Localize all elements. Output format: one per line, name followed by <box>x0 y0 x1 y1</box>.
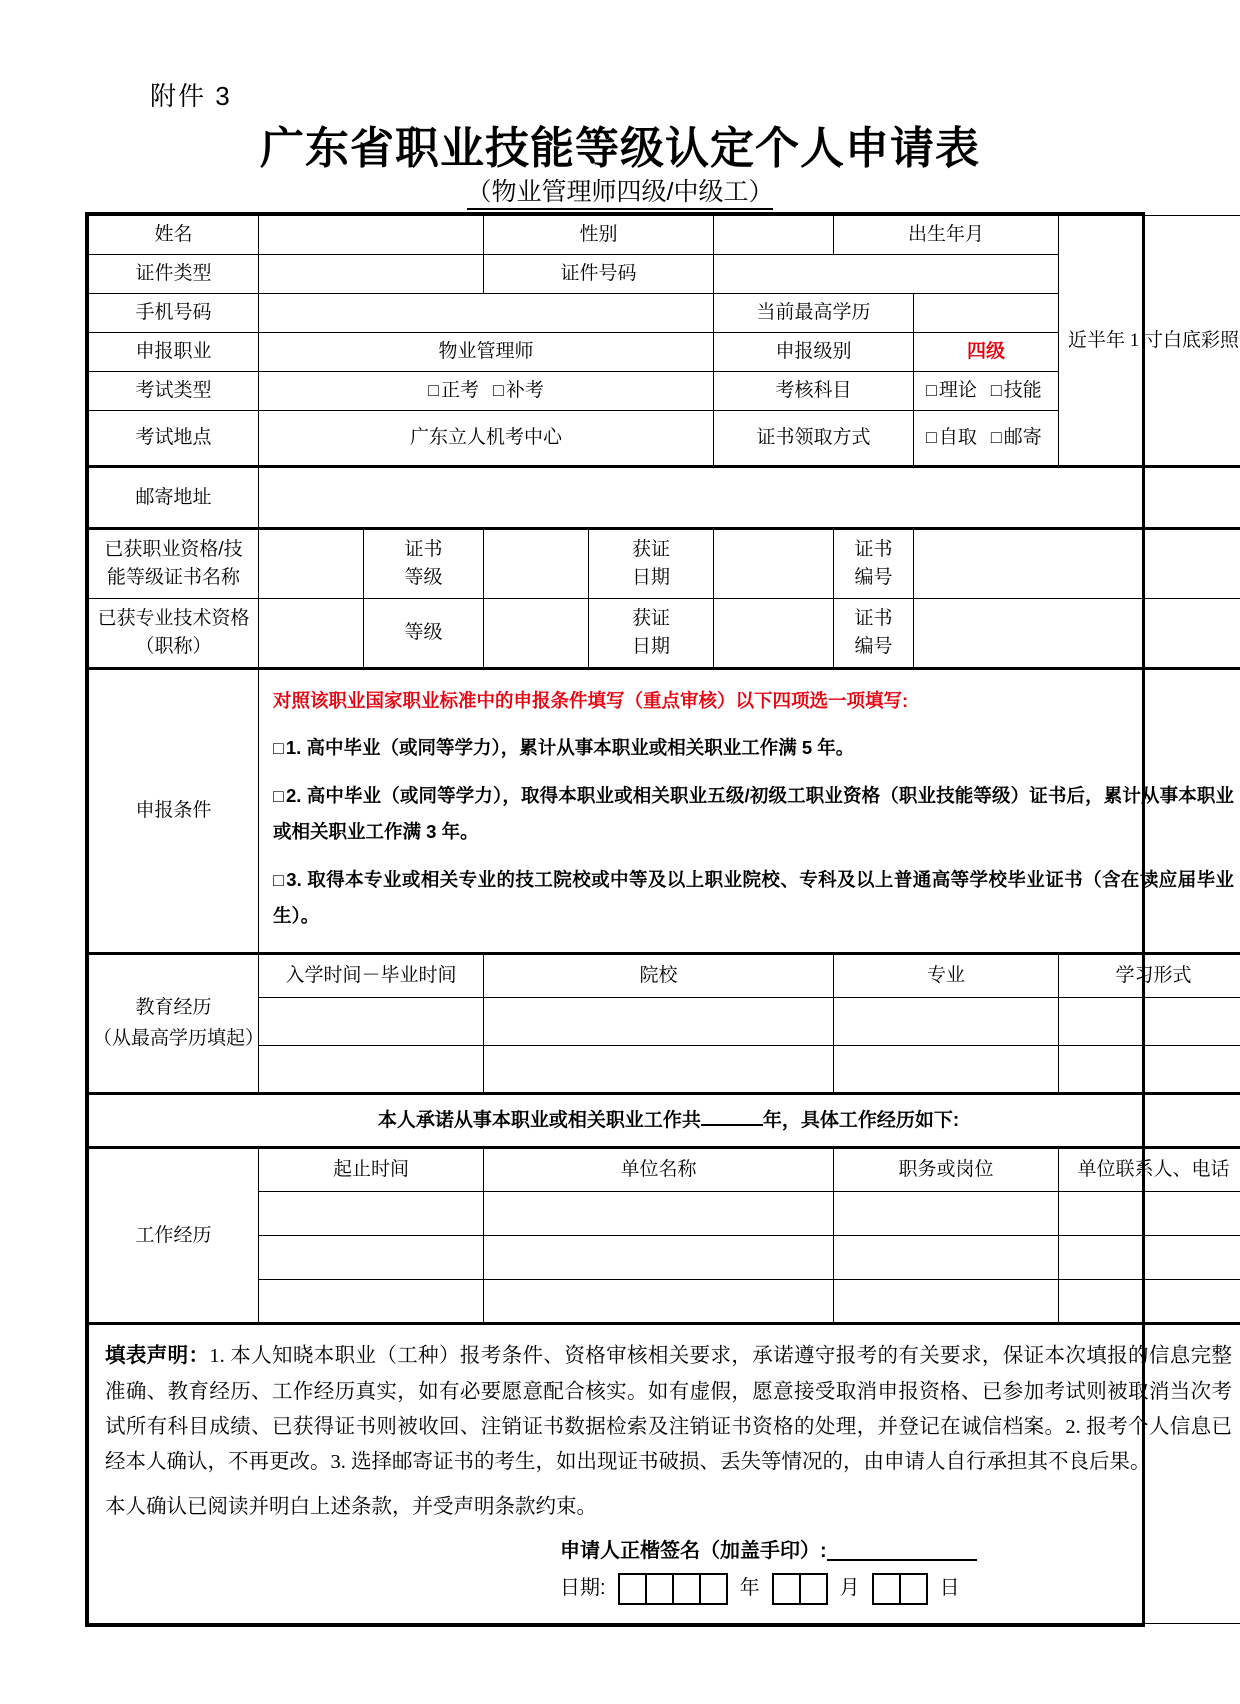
field-vocational-cert-date[interactable] <box>714 529 834 599</box>
value-exam-place: 广东立人机考中心 <box>259 411 714 467</box>
date-box[interactable] <box>899 1573 928 1605</box>
signature-blank[interactable] <box>827 1559 977 1561</box>
work-col-header-position: 职务或岗位 <box>834 1148 1059 1192</box>
label-vocational-cert-line1: 已获职业资格/技 <box>104 538 243 560</box>
signature-label: 申请人正楷签名（加盖手印）: <box>560 1539 827 1562</box>
label-birth: 出生年月 <box>834 216 1059 255</box>
label-education-line1: 教育经历 <box>135 997 212 1019</box>
checkbox-makeup-exam[interactable]: □ 补考 <box>493 380 544 401</box>
label-vocational-cert-line2: 能等级证书名称 <box>106 567 240 588</box>
work-cell-position[interactable] <box>834 1280 1059 1324</box>
work-col-header-period: 起止时间 <box>259 1148 484 1192</box>
date-day-unit: 日 <box>939 1577 960 1600</box>
field-vocational-cert-level[interactable] <box>484 529 589 599</box>
work-col-header-contact: 单位联系人、电话 <box>1059 1148 1240 1192</box>
checkbox-skill[interactable]: □ 技能 <box>991 380 1042 401</box>
checkbox-regular-exam[interactable]: □ 正考 <box>428 380 479 401</box>
label-vocational-cert <box>89 529 259 599</box>
date-month-unit: 月 <box>839 1577 860 1600</box>
date-label: 日期: <box>560 1577 606 1600</box>
checkbox-self-pickup[interactable]: □ 自取 <box>926 427 977 448</box>
date-month-boxes[interactable] <box>772 1573 828 1605</box>
table-row-conditions <box>89 669 1240 954</box>
table-row-professional-cert <box>89 599 1240 669</box>
field-gender[interactable] <box>714 216 834 255</box>
date-box[interactable] <box>699 1573 728 1605</box>
table-row-vocational-cert <box>89 529 1240 599</box>
table-row-work-entry <box>89 1192 1240 1236</box>
label-level: 申报级别 <box>714 333 914 372</box>
education-cell-form[interactable] <box>1059 1046 1240 1094</box>
label-id-number: 证件号码 <box>484 255 714 294</box>
label-cert-level <box>364 529 484 599</box>
conditions-heading: 对照该职业国家职业标准中的申报条件填写（重点审核）以下四项选一项填写: <box>273 690 909 711</box>
label-cert-level-line1: 证书 <box>404 538 443 560</box>
table-row-declaration <box>89 1324 1240 1624</box>
field-highest-education[interactable] <box>914 294 1059 333</box>
label-professional-cert-line1: 已获专业技术资格 <box>97 607 250 629</box>
table-row-work-entry <box>89 1280 1240 1324</box>
work-cell-period[interactable] <box>259 1236 484 1280</box>
label-cert-delivery: 证书领取方式 <box>714 411 914 467</box>
work-cell-period[interactable] <box>259 1280 484 1324</box>
label-exam-place: 考试地点 <box>89 411 259 467</box>
education-col-header-major: 专业 <box>834 954 1059 998</box>
photo-placeholder: 近半年 1 寸白底彩照 <box>1059 216 1240 467</box>
field-subject-options <box>914 372 1059 411</box>
education-col-header-school: 院校 <box>484 954 834 998</box>
work-col-header-company: 单位名称 <box>484 1148 834 1192</box>
declaration-confirm: 本人确认已阅读并明白上述条款，并受声明条款约束。 <box>105 1496 597 1519</box>
label-professional-cert <box>89 599 259 669</box>
label-gender: 性别 <box>484 216 714 255</box>
label-cert-level-line2: 等级 <box>404 567 443 588</box>
education-cell-school[interactable] <box>484 998 834 1046</box>
checkbox-mail[interactable]: □ 邮寄 <box>991 427 1042 448</box>
checkbox-theory[interactable]: □ 理论 <box>926 380 977 401</box>
value-occupation: 物业管理师 <box>259 333 714 372</box>
label-cert-date-line1: 获证 <box>632 538 671 560</box>
declaration-title: 填表声明： <box>105 1345 210 1368</box>
page-title: 广东省职业技能等级认定个人申请表 <box>260 124 980 173</box>
field-professional-cert-name[interactable] <box>259 599 364 669</box>
date-line <box>560 1573 1232 1605</box>
date-box[interactable] <box>772 1573 801 1605</box>
work-cell-contact[interactable] <box>1059 1236 1240 1280</box>
date-box[interactable] <box>799 1573 828 1605</box>
work-promise-years-blank[interactable] <box>701 1124 763 1126</box>
value-level: 四级 <box>914 333 1059 372</box>
label-education <box>89 954 265 1094</box>
table-row-work-header <box>89 1148 1240 1192</box>
field-vocational-cert-no[interactable] <box>914 529 1240 599</box>
field-professional-level[interactable] <box>484 599 589 669</box>
date-box[interactable] <box>872 1573 901 1605</box>
label-conditions: 申报条件 <box>89 669 259 954</box>
work-promise-statement <box>89 1094 1240 1148</box>
date-year-unit: 年 <box>739 1577 760 1600</box>
label-name: 姓名 <box>89 216 259 255</box>
label-cert-date <box>589 529 714 599</box>
condition-option-1[interactable]: □ 1. 高中毕业（或同等学力），累计从事本职业或相关职业工作满 5 年。 <box>273 730 1234 766</box>
education-cell-time[interactable] <box>259 1046 484 1094</box>
work-cell-company[interactable] <box>484 1236 834 1280</box>
label-professional-date <box>589 599 714 669</box>
declaration-paragraph <box>105 1339 1232 1480</box>
work-cell-contact[interactable] <box>1059 1192 1240 1236</box>
date-box[interactable] <box>645 1573 674 1605</box>
label-id-type: 证件类型 <box>89 255 259 294</box>
label-professional-no <box>834 599 914 669</box>
label-professional-cert-line2: （职称） <box>135 636 212 657</box>
field-id-number[interactable] <box>714 255 1059 294</box>
education-col-header-time: 入学时间－毕业时间 <box>259 954 484 998</box>
field-id-type[interactable] <box>259 255 484 294</box>
condition-option-3[interactable]: □ 3. 取得本专业或相关专业的技工院校或中等及以上职业院校、专科及以上普通高等学校毕业证书（含在读应届毕业生）。 <box>273 862 1234 934</box>
label-work-experience: 工作经历 <box>89 1148 259 1324</box>
work-cell-contact[interactable] <box>1059 1280 1240 1324</box>
label-professional-date-line1: 获证 <box>632 607 671 629</box>
field-cert-delivery-options <box>914 411 1059 467</box>
field-exam-type-options <box>259 372 714 411</box>
label-exam-type: 考试类型 <box>89 372 259 411</box>
work-promise-prefix: 本人承诺从事本职业或相关职业工作共 <box>377 1109 701 1131</box>
signature-line <box>560 1538 1232 1565</box>
work-cell-position[interactable] <box>834 1192 1059 1236</box>
page-subtitle-text: （物业管理师四级/中级工） <box>467 178 774 210</box>
field-name[interactable] <box>259 216 484 255</box>
education-cell-school[interactable] <box>484 1046 834 1094</box>
label-subject: 考核科目 <box>714 372 914 411</box>
declaration-body: 1. 本人知晓本职业（工种）报考条件、资格审核相关要求，承诺遵守报考的有关要求，保证本次填报的信息完整准确、教育经历、工作经历真实，如有必要愿意配合核实。如有虚假，愿意接受取消申报资格、已参加考试则被取消当次考试所有科目成绩、已获得证书则被收回、注销证书数据检索及注销证书资格的处理，并登记在诚信档案。2. 报考个人信息已经本人确认，不再更改。3. 选择邮寄证书的考生，如出现证书破损、丢失等情况的，由申请人自行承担其不良后果。 <box>105 1345 1233 1474</box>
label-mailing-address: 邮寄地址 <box>89 467 259 529</box>
field-professional-no[interactable] <box>914 599 1240 669</box>
field-phone[interactable] <box>259 294 714 333</box>
label-occupation: 申报职业 <box>89 333 259 372</box>
attachment-number: 附件 3 <box>150 81 232 111</box>
label-highest-education: 当前最高学历 <box>714 294 914 333</box>
date-year-boxes[interactable] <box>618 1573 728 1605</box>
conditions-content <box>259 669 1240 954</box>
work-promise-suffix: 年，具体工作经历如下: <box>762 1109 960 1131</box>
application-form-table <box>88 215 1240 1624</box>
page-subtitle <box>0 172 1240 208</box>
work-cell-company[interactable] <box>484 1280 834 1324</box>
education-cell-form[interactable] <box>1059 998 1240 1046</box>
work-cell-position[interactable] <box>834 1236 1059 1280</box>
education-cell-time[interactable] <box>259 998 484 1046</box>
field-professional-date[interactable] <box>714 599 834 669</box>
date-box[interactable] <box>618 1573 647 1605</box>
field-mailing-address[interactable] <box>259 467 1240 529</box>
label-education-line2: （从最高学历填起） <box>93 1027 265 1049</box>
table-row-work-promise <box>89 1094 1240 1148</box>
field-vocational-cert-name[interactable] <box>259 529 364 599</box>
table-row-work-entry <box>89 1236 1240 1280</box>
date-day-boxes[interactable] <box>872 1573 928 1605</box>
table-row-name <box>89 216 1240 255</box>
work-cell-company[interactable] <box>484 1192 834 1236</box>
label-professional-date-line2: 日期 <box>632 636 671 657</box>
form-table-wrapper <box>85 212 1240 1627</box>
label-cert-no-line2: 编号 <box>854 567 893 588</box>
date-box[interactable] <box>672 1573 701 1605</box>
education-cell-major[interactable] <box>834 1046 1059 1094</box>
table-row-mailing-address <box>89 467 1240 529</box>
label-professional-no-line2: 编号 <box>854 636 893 657</box>
condition-option-2[interactable]: □ 2. 高中毕业（或同等学力），取得本职业或相关职业五级/初级工职业资格（职业技能等级）证书后，累计从事本职业或相关职业工作满 3 年。 <box>273 778 1234 850</box>
label-professional-no-line1: 证书 <box>854 607 893 629</box>
label-phone: 手机号码 <box>89 294 259 333</box>
declaration-block <box>89 1324 1240 1624</box>
label-cert-no-line1: 证书 <box>854 538 893 560</box>
label-professional-level: 等级 <box>364 599 484 669</box>
education-cell-major[interactable] <box>834 998 1059 1046</box>
label-cert-date-line2: 日期 <box>632 567 671 588</box>
label-cert-no <box>834 529 914 599</box>
education-col-header-form: 学习形式 <box>1059 954 1240 998</box>
table-row-education-header <box>89 954 1240 998</box>
work-cell-period[interactable] <box>259 1192 484 1236</box>
